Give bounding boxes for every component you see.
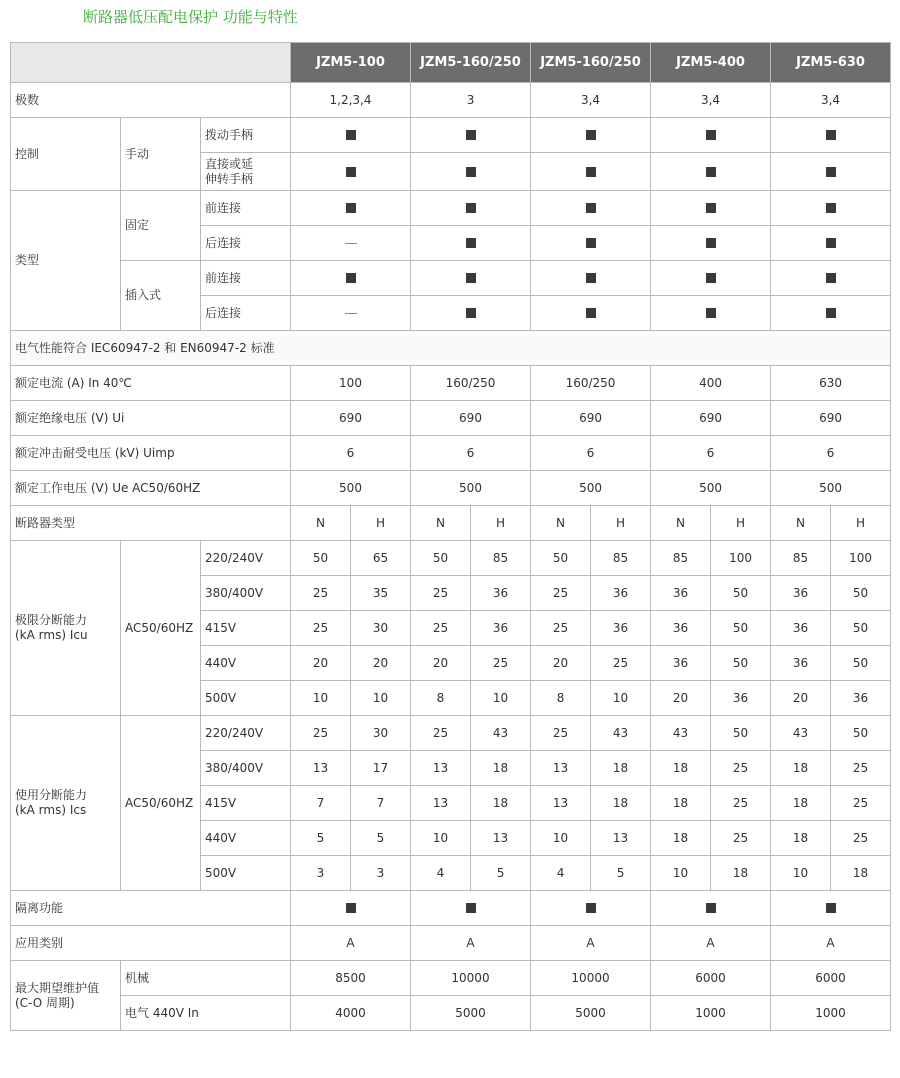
cell: 50 <box>831 716 891 751</box>
cell: N <box>411 506 471 541</box>
mark-cell <box>651 118 771 153</box>
item-label: 电气 440V In <box>121 996 291 1031</box>
row-label: 额定冲击耐受电压 (kV) Uimp <box>11 436 291 471</box>
cell: A <box>531 926 651 961</box>
filled-square-icon <box>706 273 716 283</box>
filled-square-icon <box>586 308 596 318</box>
maintenance-row <box>11 961 891 996</box>
cell: 13 <box>471 821 531 856</box>
cell: 160/250 <box>531 366 651 401</box>
cell: 500 <box>771 471 891 506</box>
model-header: JZM5-630 <box>771 43 891 83</box>
cell: 43 <box>771 716 831 751</box>
cell: 43 <box>471 716 531 751</box>
item-label: 机械 <box>121 961 291 996</box>
poles-row <box>11 83 891 118</box>
mark-cell <box>411 296 531 331</box>
cell: 18 <box>471 751 531 786</box>
cell: 13 <box>591 821 651 856</box>
cell: A <box>291 926 411 961</box>
row-label-line: 最大期望维护值 <box>15 980 100 995</box>
page-title: 断路器低压配电保护 功能与特性 <box>83 8 298 26</box>
rating-row <box>11 436 891 471</box>
filled-square-icon <box>466 238 476 248</box>
cell: 3,4 <box>651 83 771 118</box>
row-label-line: 极限分断能力 <box>15 613 88 627</box>
breaker-type-row <box>11 506 891 541</box>
rating-row <box>11 366 891 401</box>
mark-cell <box>651 226 771 261</box>
cell: 50 <box>831 646 891 681</box>
cell: 5 <box>591 856 651 891</box>
voltage-label: 220/240V <box>201 716 291 751</box>
cell: 25 <box>711 751 771 786</box>
icu-section <box>11 541 891 716</box>
voltage-label: 415V <box>201 786 291 821</box>
row-label: 额定工作电压 (V) Ue AC50/60HZ <box>11 471 291 506</box>
filled-square-icon <box>346 130 356 140</box>
cell: 10 <box>591 681 651 716</box>
cell: 100 <box>291 366 411 401</box>
cell: 25 <box>831 821 891 856</box>
row-label <box>11 716 121 891</box>
cell: 50 <box>291 541 351 576</box>
cell: 20 <box>771 681 831 716</box>
cell: 50 <box>831 611 891 646</box>
cell: 5 <box>471 856 531 891</box>
filled-square-icon <box>346 203 356 213</box>
mark-cell <box>651 153 771 191</box>
mark-cell <box>411 891 531 926</box>
filled-square-icon <box>466 130 476 140</box>
item-label <box>201 153 291 191</box>
cell: 690 <box>771 401 891 436</box>
row-label-line: 使用分断能力 <box>15 788 88 802</box>
cell: 36 <box>651 611 711 646</box>
mark-cell <box>531 191 651 226</box>
cell: H <box>471 506 531 541</box>
cell: A <box>771 926 891 961</box>
mark-cell <box>771 153 891 191</box>
cell: 500 <box>291 471 411 506</box>
filled-square-icon <box>826 273 836 283</box>
cell: 25 <box>531 716 591 751</box>
row-label: 断路器类型 <box>11 506 291 541</box>
cell: 36 <box>591 576 651 611</box>
cell: 5000 <box>411 996 531 1031</box>
cell: 20 <box>411 646 471 681</box>
cell: 3,4 <box>771 83 891 118</box>
cell: 30 <box>351 716 411 751</box>
cell: 85 <box>651 541 711 576</box>
row-label-line: (C-O 周期) <box>15 995 75 1010</box>
cell: 18 <box>771 751 831 786</box>
cell: 25 <box>411 611 471 646</box>
cell: 36 <box>771 646 831 681</box>
filled-square-icon <box>586 238 596 248</box>
model-header: JZM5-400 <box>651 43 771 83</box>
cell: 50 <box>711 611 771 646</box>
filled-square-icon <box>466 167 476 177</box>
ics-section <box>11 716 891 891</box>
row-label <box>11 961 121 1031</box>
model-header: JZM5-160/250 <box>531 43 651 83</box>
cell: 18 <box>651 751 711 786</box>
cell: 7 <box>291 786 351 821</box>
mark-cell <box>771 118 891 153</box>
filled-square-icon <box>346 273 356 283</box>
dash-icon <box>345 313 357 314</box>
filled-square-icon <box>706 903 716 913</box>
cell: 160/250 <box>411 366 531 401</box>
cell: 10 <box>531 821 591 856</box>
filled-square-icon <box>706 130 716 140</box>
cell: 36 <box>471 576 531 611</box>
cell: 100 <box>711 541 771 576</box>
mark-cell <box>771 891 891 926</box>
cell: 13 <box>531 751 591 786</box>
cell: 17 <box>351 751 411 786</box>
mark-cell <box>531 891 651 926</box>
cell: 500 <box>411 471 531 506</box>
cell: 43 <box>591 716 651 751</box>
cell: 20 <box>291 646 351 681</box>
cell: 25 <box>291 611 351 646</box>
cell: 25 <box>531 611 591 646</box>
filled-square-icon <box>706 308 716 318</box>
cell: 8 <box>411 681 471 716</box>
mark-cell <box>531 153 651 191</box>
cell: 100 <box>831 541 891 576</box>
cell: 13 <box>411 751 471 786</box>
cell: 25 <box>711 786 771 821</box>
cell: 50 <box>711 716 771 751</box>
cell: 1,2,3,4 <box>291 83 411 118</box>
cell: 500 <box>651 471 771 506</box>
category-row <box>11 926 891 961</box>
voltage-label: 415V <box>201 611 291 646</box>
voltage-label: 500V <box>201 681 291 716</box>
cell: 50 <box>711 576 771 611</box>
cell: 36 <box>711 681 771 716</box>
cell: 1000 <box>771 996 891 1031</box>
cell: 4000 <box>291 996 411 1031</box>
voltage-label: 440V <box>201 646 291 681</box>
row-label: 控制 <box>11 118 121 191</box>
freq-label: AC50/60HZ <box>121 541 201 716</box>
cell: 85 <box>591 541 651 576</box>
group-label: 固定 <box>121 191 201 261</box>
cell: 30 <box>351 611 411 646</box>
cell: 10 <box>411 821 471 856</box>
cell: 25 <box>711 821 771 856</box>
model-header: JZM5-160/250 <box>411 43 531 83</box>
group-label: 手动 <box>121 118 201 191</box>
mark-cell <box>651 296 771 331</box>
cell: 10 <box>291 681 351 716</box>
header-blank <box>11 43 291 83</box>
mark-cell <box>291 891 411 926</box>
filled-square-icon <box>586 167 596 177</box>
filled-square-icon <box>586 273 596 283</box>
cell: 400 <box>651 366 771 401</box>
cell: 4 <box>531 856 591 891</box>
cell: 18 <box>771 821 831 856</box>
cell: 25 <box>411 716 471 751</box>
cell: 10 <box>771 856 831 891</box>
cell: 18 <box>651 821 711 856</box>
cell: 25 <box>831 786 891 821</box>
mark-cell <box>291 296 411 331</box>
control-row <box>11 118 891 153</box>
filled-square-icon <box>826 130 836 140</box>
cell: 6 <box>651 436 771 471</box>
mark-cell <box>291 226 411 261</box>
cell: 7 <box>351 786 411 821</box>
cell: 85 <box>771 541 831 576</box>
cell: 10 <box>471 681 531 716</box>
item-label-line: 伸转手柄 <box>205 171 254 186</box>
cell: 6 <box>771 436 891 471</box>
cell: 20 <box>531 646 591 681</box>
mark-cell <box>411 153 531 191</box>
cell: 25 <box>531 576 591 611</box>
filled-square-icon <box>346 903 356 913</box>
cell: 36 <box>591 611 651 646</box>
cell: 10000 <box>531 961 651 996</box>
mark-cell <box>651 891 771 926</box>
maintenance-row <box>11 996 891 1031</box>
cell: N <box>291 506 351 541</box>
cell: 20 <box>651 681 711 716</box>
cell: A <box>411 926 531 961</box>
cell: 25 <box>471 646 531 681</box>
mark-cell <box>291 118 411 153</box>
cell: 85 <box>471 541 531 576</box>
isolation-row <box>11 891 891 926</box>
cell: 13 <box>291 751 351 786</box>
cell: 3 <box>351 856 411 891</box>
filled-square-icon <box>826 203 836 213</box>
cell: 18 <box>471 786 531 821</box>
dash-icon <box>345 243 357 244</box>
mark-cell <box>651 261 771 296</box>
row-label: 隔离功能 <box>11 891 291 926</box>
cell: 65 <box>351 541 411 576</box>
cell: 690 <box>291 401 411 436</box>
filled-square-icon <box>466 903 476 913</box>
cell: 36 <box>831 681 891 716</box>
cell: 500 <box>531 471 651 506</box>
cell: 10 <box>651 856 711 891</box>
cell: 25 <box>591 646 651 681</box>
cell: 43 <box>651 716 711 751</box>
mark-cell <box>531 296 651 331</box>
filled-square-icon <box>706 238 716 248</box>
cell: 18 <box>711 856 771 891</box>
cell: 18 <box>591 786 651 821</box>
row-label: 类型 <box>11 191 121 331</box>
filled-square-icon <box>826 308 836 318</box>
spec-table <box>10 42 891 1031</box>
cell: 18 <box>831 856 891 891</box>
cell: 1000 <box>651 996 771 1031</box>
item-label: 后连接 <box>201 296 291 331</box>
cell: 3,4 <box>531 83 651 118</box>
filled-square-icon <box>706 203 716 213</box>
cell: 36 <box>651 646 711 681</box>
cell: 8500 <box>291 961 411 996</box>
cell: 50 <box>531 541 591 576</box>
filled-square-icon <box>586 130 596 140</box>
mark-cell <box>411 191 531 226</box>
mark-cell <box>771 296 891 331</box>
rating-row <box>11 401 891 436</box>
freq-label: AC50/60HZ <box>121 716 201 891</box>
voltage-label: 500V <box>201 856 291 891</box>
cell: 690 <box>411 401 531 436</box>
item-label-line: 直接或延 <box>205 156 254 171</box>
mark-cell <box>291 191 411 226</box>
mark-cell <box>411 261 531 296</box>
cell: 36 <box>771 576 831 611</box>
mark-cell <box>411 226 531 261</box>
filled-square-icon <box>466 203 476 213</box>
cell: H <box>711 506 771 541</box>
header-row <box>11 43 891 83</box>
cell: 5 <box>351 821 411 856</box>
cell: N <box>531 506 591 541</box>
cell: 50 <box>711 646 771 681</box>
cell: 6000 <box>771 961 891 996</box>
mark-cell <box>531 118 651 153</box>
cell: 35 <box>351 576 411 611</box>
cell: 25 <box>831 751 891 786</box>
cell: 36 <box>651 576 711 611</box>
cell: 13 <box>411 786 471 821</box>
cell: 18 <box>591 751 651 786</box>
row-label-line: (kA rms) Icu <box>15 628 88 642</box>
cell: N <box>771 506 831 541</box>
filled-square-icon <box>346 167 356 177</box>
filled-square-icon <box>466 308 476 318</box>
cell: 50 <box>831 576 891 611</box>
mark-cell <box>651 191 771 226</box>
cell: 5 <box>291 821 351 856</box>
cell: 630 <box>771 366 891 401</box>
cell: 10 <box>351 681 411 716</box>
row-label: 额定电流 (A) In 40℃ <box>11 366 291 401</box>
filled-square-icon <box>826 167 836 177</box>
rating-row <box>11 471 891 506</box>
group-label: 插入式 <box>121 261 201 331</box>
cell: 36 <box>771 611 831 646</box>
voltage-label: 380/400V <box>201 751 291 786</box>
cell: H <box>591 506 651 541</box>
standard-row <box>11 331 891 366</box>
mark-cell <box>531 226 651 261</box>
filled-square-icon <box>586 903 596 913</box>
cell: 4 <box>411 856 471 891</box>
cell: A <box>651 926 771 961</box>
cell: 6 <box>291 436 411 471</box>
item-label: 前连接 <box>201 261 291 296</box>
cell: 50 <box>411 541 471 576</box>
item-label: 拨动手柄 <box>201 118 291 153</box>
filled-square-icon <box>826 238 836 248</box>
cell: 18 <box>771 786 831 821</box>
row-label <box>11 541 121 716</box>
mark-cell <box>531 261 651 296</box>
mark-cell <box>771 191 891 226</box>
cell: 36 <box>471 611 531 646</box>
cell: 18 <box>651 786 711 821</box>
filled-square-icon <box>706 167 716 177</box>
cell: 25 <box>291 576 351 611</box>
cell: 690 <box>531 401 651 436</box>
cell: 6 <box>411 436 531 471</box>
type-row <box>11 191 891 226</box>
row-label: 极数 <box>11 83 291 118</box>
filled-square-icon <box>586 203 596 213</box>
mark-cell <box>771 261 891 296</box>
standard-note: 电气性能符合 IEC60947-2 和 EN60947-2 标准 <box>11 331 891 366</box>
icu-row <box>11 541 891 576</box>
item-label: 后连接 <box>201 226 291 261</box>
filled-square-icon <box>466 273 476 283</box>
cell: 13 <box>531 786 591 821</box>
mark-cell <box>771 226 891 261</box>
row-label: 应用类别 <box>11 926 291 961</box>
cell: 690 <box>651 401 771 436</box>
row-label: 额定绝缘电压 (V) Ui <box>11 401 291 436</box>
cell: 10000 <box>411 961 531 996</box>
item-label: 前连接 <box>201 191 291 226</box>
cell: 3 <box>411 83 531 118</box>
cell: 6 <box>531 436 651 471</box>
cell: N <box>651 506 711 541</box>
ics-row <box>11 716 891 751</box>
voltage-label: 380/400V <box>201 576 291 611</box>
cell: 3 <box>291 856 351 891</box>
cell: 25 <box>411 576 471 611</box>
filled-square-icon <box>826 903 836 913</box>
cell: 25 <box>291 716 351 751</box>
type-row <box>11 261 891 296</box>
cell: 5000 <box>531 996 651 1031</box>
voltage-label: 220/240V <box>201 541 291 576</box>
cell: 6000 <box>651 961 771 996</box>
mark-cell <box>291 153 411 191</box>
mark-cell <box>291 261 411 296</box>
cell: 20 <box>351 646 411 681</box>
row-label-line: (kA rms) Ics <box>15 803 87 817</box>
voltage-label: 440V <box>201 821 291 856</box>
cell: H <box>831 506 891 541</box>
cell: 8 <box>531 681 591 716</box>
model-header: JZM5-100 <box>291 43 411 83</box>
mark-cell <box>411 118 531 153</box>
cell: H <box>351 506 411 541</box>
